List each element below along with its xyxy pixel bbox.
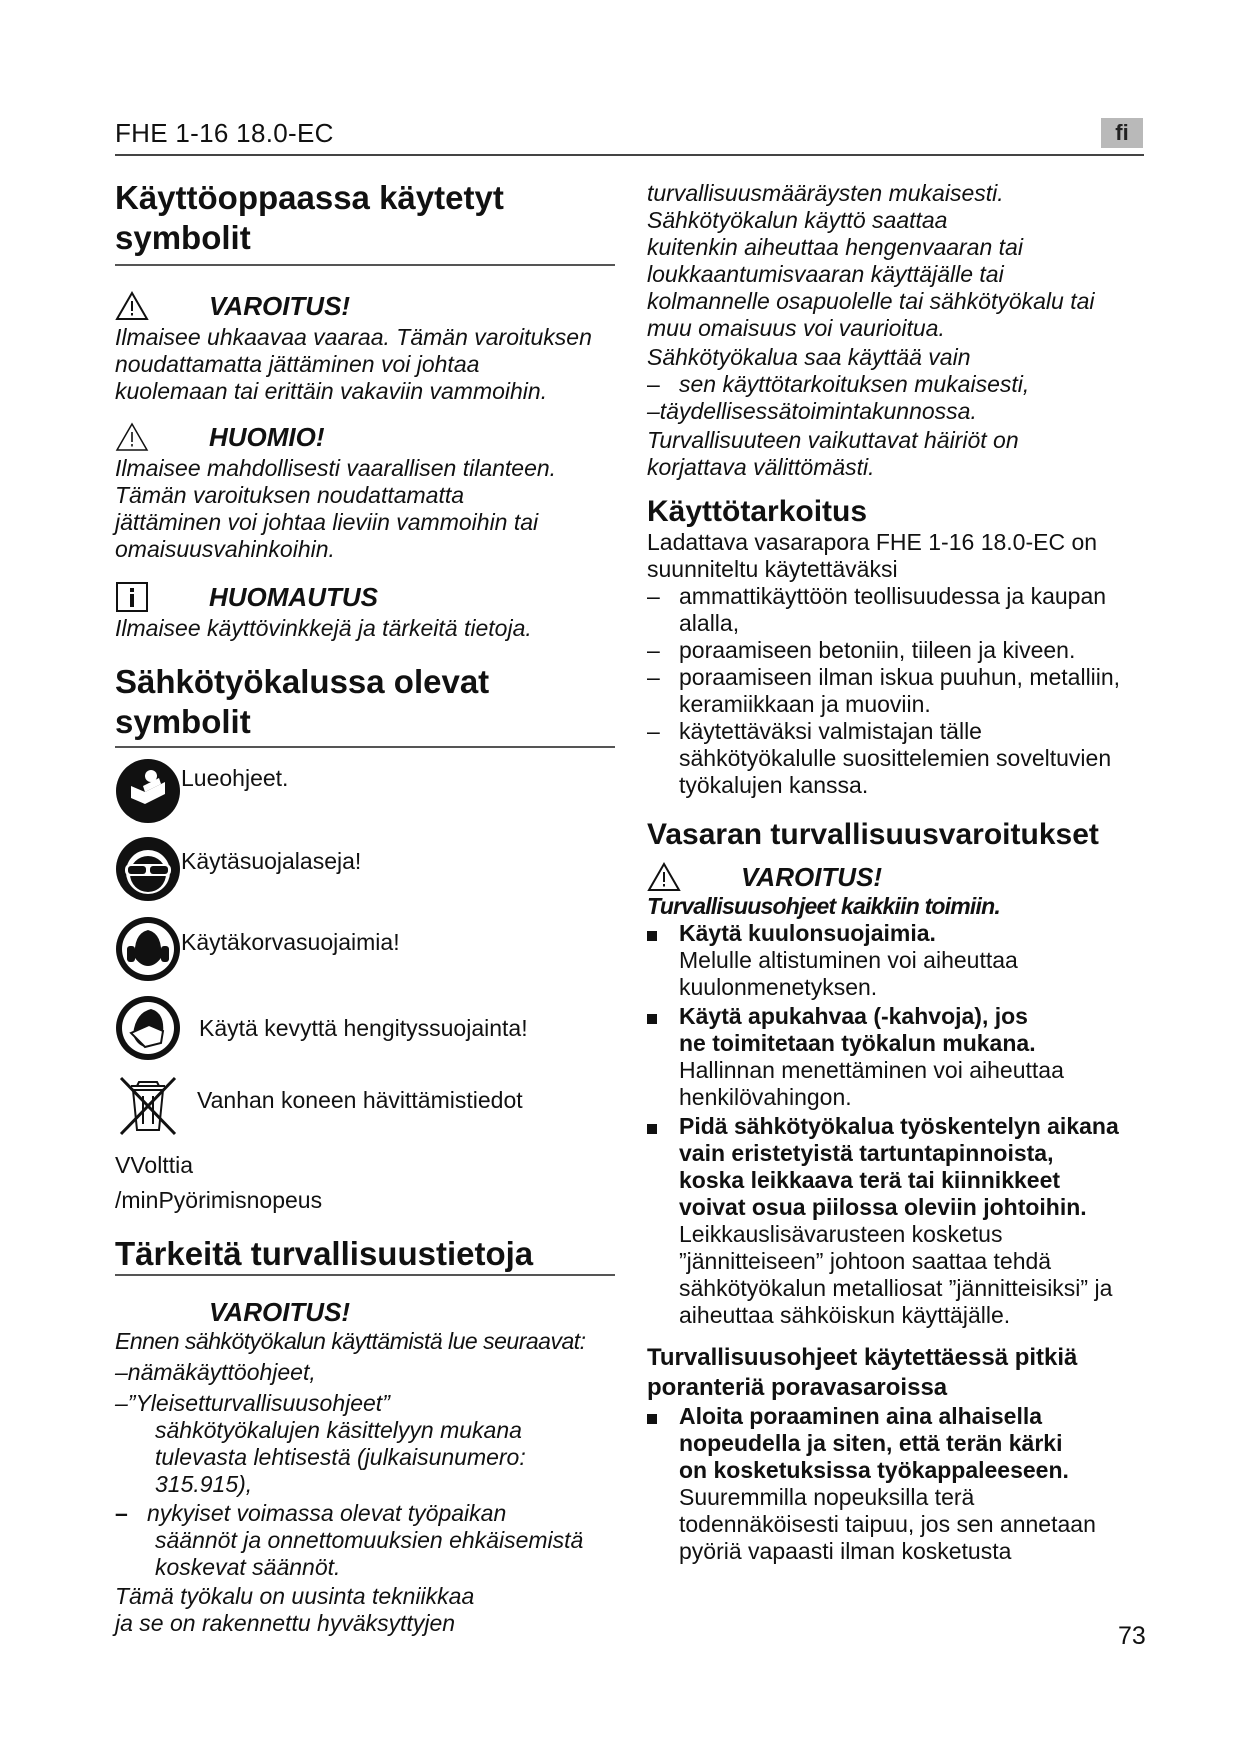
symbol-row xyxy=(115,756,615,826)
text-line: työkalujen kanssa. xyxy=(679,772,869,798)
purpose-intro xyxy=(647,529,1147,583)
symbol-row xyxy=(115,1068,615,1142)
text-line: säännöt ja onnettomuuksien ehkäisemistä xyxy=(155,1527,584,1553)
note-title: HUOMAUTUS xyxy=(209,581,378,612)
bullet-square xyxy=(647,1113,679,1329)
text-line: kuitenkin aiheuttaa hengenvaaran tai xyxy=(647,234,1023,260)
text-line: nykyiset voimassa olevat työpaikan xyxy=(147,1500,507,1526)
caution-triangle-icon xyxy=(115,422,149,452)
caution-text xyxy=(115,455,615,563)
symbol-label: Käytäkorvasuojaimia! xyxy=(181,928,400,955)
unit-rpm: /minPyörimisnopeus xyxy=(115,1187,323,1213)
symbol-row xyxy=(115,834,615,904)
bullet-square xyxy=(647,1403,679,1565)
dash: – xyxy=(647,583,660,609)
list-item-continuation xyxy=(115,1527,615,1581)
warning-heading xyxy=(115,288,615,324)
text-line: ”jännitteiseen” johtoon saattaa tehdä xyxy=(679,1248,1052,1274)
text-line: Suuremmilla nopeuksilla terä xyxy=(679,1484,975,1510)
text-line: muu omaisuus voi vaurioitua. xyxy=(647,315,945,341)
text-line: sähkötyökalun metalliosat ”jännitteisiksi” ja xyxy=(679,1275,1113,1301)
bullet-bold-line: Aloita poraaminen aina alhaisella xyxy=(679,1403,1043,1429)
list-item: –nämäkäyttöohjeet, xyxy=(115,1359,316,1385)
dash: – xyxy=(647,371,660,397)
dash: – xyxy=(115,1500,128,1526)
list-item xyxy=(115,1500,615,1527)
bullet-bold-line: on kosketuksissa työkappaleeseen. xyxy=(679,1457,1069,1483)
text-line: Turvallisuuteen vaikuttavat häiriöt on xyxy=(647,427,1019,453)
section-title-safety-info: Tärkeitä turvallisuustietoja xyxy=(115,1235,534,1272)
warning-title: VAROITUS! xyxy=(741,861,883,892)
list-item xyxy=(647,583,1147,637)
faults-text xyxy=(647,427,1147,481)
text-line: tulevasta lehtisestä (julkaisunumero: xyxy=(155,1444,526,1470)
continued-text xyxy=(647,180,1147,371)
text-line: kuolemaan tai erittäin vakaviin vammoihin. xyxy=(115,378,548,404)
text-line: sähkötyökalujen käsittelyyn mukana xyxy=(155,1417,522,1443)
symbol-row xyxy=(115,914,615,984)
bullet-bold-line: voivat osua piilossa oleviin johtoihin. xyxy=(679,1194,1087,1220)
list-item xyxy=(647,664,1147,718)
text-line: henkilövahingon. xyxy=(679,1084,852,1110)
text-line: noudattamatta jättäminen voi johtaa xyxy=(115,351,480,377)
text-line: Sähkötyökalun käyttö saattaa xyxy=(647,207,948,233)
bullet-item xyxy=(647,920,1147,1001)
right-column xyxy=(647,180,1147,1565)
warning-triangle-icon xyxy=(647,862,681,892)
bullet-item xyxy=(647,1403,1147,1565)
text-line: keramiikkaan ja muoviin. xyxy=(679,691,931,717)
list-item-continuation xyxy=(115,1417,615,1498)
weee-disposal-icon xyxy=(115,1072,181,1138)
text-line: sen käyttötarkoituksen mukaisesti, xyxy=(679,371,1030,397)
warning-title: VAROITUS! xyxy=(209,1296,351,1327)
safety-intro: Ennen sähkötyökalun käyttämistä lue seuraavat: xyxy=(115,1328,586,1354)
use-list xyxy=(647,371,1147,425)
header-model: FHE 1-16 18.0-EC xyxy=(115,118,334,148)
left-column xyxy=(115,178,615,1637)
caution-title: HUOMIO! xyxy=(209,421,325,452)
section-rule xyxy=(115,746,615,748)
text-line: Melulle altistuminen voi aiheuttaa xyxy=(679,947,1018,973)
symbol-label: Käytä kevyttä hengityssuojainta! xyxy=(199,1014,528,1041)
bullet-bold-line: Käytä kuulonsuojaimia. xyxy=(679,920,936,946)
list-item xyxy=(647,371,1147,398)
info-icon xyxy=(115,581,149,613)
symbol-row xyxy=(115,992,615,1064)
text-line: kuulonmenetyksen. xyxy=(679,974,878,1000)
bullet-item xyxy=(647,1113,1147,1329)
warning-triangle-icon xyxy=(115,291,149,321)
warning-title: VAROITUS! xyxy=(209,290,351,321)
text-line: Ilmaisee käyttövinkkejä ja tärkeitä tietoja. xyxy=(115,615,532,641)
hammer-subtitle: Turvallisuusohjeet kaikkiin toimiin. xyxy=(647,893,1000,919)
note-text xyxy=(115,615,615,642)
text-line: jättäminen voi johtaa lieviin vammoihin tai xyxy=(115,509,539,535)
list-item xyxy=(647,718,1147,799)
text-line: turvallisuusmääräysten mukaisesti. xyxy=(647,180,1004,206)
text-line: suunniteltu käytettäväksi xyxy=(647,556,898,582)
text-line: aiheuttaa sähköiskun käyttäjälle. xyxy=(679,1302,1011,1328)
safety-goggles-icon xyxy=(115,836,181,902)
bullet-bold-line: Käytä apukahvaa (-kahvoja), jos xyxy=(679,1003,1028,1029)
language-badge: fi xyxy=(1101,118,1143,148)
section-title-hammer-safety: Vasaran turvallisuusvaroitukset xyxy=(647,818,1099,851)
text-line: poraamiseen betoniin, tiileen ja kiveen. xyxy=(679,637,1076,663)
text-line: korjattava välittömästi. xyxy=(647,454,875,480)
bullet-bold-line: Pidä sähkötyökalua työskentelyn aikana xyxy=(679,1113,1119,1139)
dash: – xyxy=(647,718,660,744)
section-title-tool-symbols: Sähkötyökalussa olevat symbolit xyxy=(115,663,490,740)
long-bits-title xyxy=(647,1343,1147,1403)
bullet-square xyxy=(647,920,679,1001)
text-line: 315.915), xyxy=(155,1471,253,1497)
bullet-item xyxy=(647,1003,1147,1111)
list-item xyxy=(647,398,1147,425)
unit-volt: VVolttia xyxy=(115,1152,193,1178)
section-rule xyxy=(115,264,615,266)
section-title-purpose: Käyttötarkoitus xyxy=(647,495,868,528)
respirator-icon xyxy=(115,995,181,1061)
list-item xyxy=(647,637,1147,664)
text-line: koskevat säännöt. xyxy=(155,1554,341,1580)
symbol-label: Vanhan koneen hävittämistiedot xyxy=(197,1086,523,1113)
text-line: poraamiseen ilman iskua puuhun, metalliin, xyxy=(679,664,1121,690)
page-number: 73 xyxy=(1118,1622,1146,1650)
text-line: Tämän varoituksen noudattamatta xyxy=(115,482,465,508)
bullet-bold-line: koska leikkaava terä tai kiinnikkeet xyxy=(679,1167,1061,1193)
caution-heading xyxy=(115,419,615,455)
dash: – xyxy=(647,664,660,690)
bullet-bold-line: ne toimitetaan työkalun mukana. xyxy=(679,1030,1036,1056)
closing-text xyxy=(115,1583,615,1637)
text-line: Leikkauslisävarusteen kosketus xyxy=(679,1221,1003,1247)
bullet-square xyxy=(647,1003,679,1111)
bullet-bold-line: nopeudella ja siten, että terän kärki xyxy=(679,1430,1063,1456)
section-title-symbols-used: Käyttöoppaassa käytetyt symbolit xyxy=(115,179,504,256)
text-line: alalla, xyxy=(679,610,740,636)
section-rule xyxy=(115,1274,615,1276)
text-line: ammattikäyttöön teollisuudessa ja kaupan xyxy=(679,583,1107,609)
text-line: käytettäväksi valmistajan tälle xyxy=(679,718,982,744)
symbol-label: Käytäsuojalaseja! xyxy=(181,847,362,874)
text-line: Ladattava vasarapora FHE 1-16 18.0-EC on xyxy=(647,529,1098,555)
warning-text xyxy=(115,324,615,405)
dash: – xyxy=(647,637,660,663)
text-line: poranteriä poravasaroissa xyxy=(647,1374,948,1401)
text-line: sähkötyökalulle suosittelemien soveltuvien xyxy=(679,745,1112,771)
hammer-warning-heading xyxy=(647,861,1147,893)
text-line: loukkaantumisvaaran käyttäjälle tai xyxy=(647,261,1004,287)
list-item: –”Yleisetturvallisuusohjeet” xyxy=(115,1390,390,1416)
text-line: Hallinnan menettäminen voi aiheuttaa xyxy=(679,1057,1064,1083)
ear-protection-icon xyxy=(115,916,181,982)
symbol-label: Lueohjeet. xyxy=(181,764,289,791)
safety-warning-heading xyxy=(115,1296,615,1328)
text-line: todennäköisesti taipuu, jos sen annetaan xyxy=(679,1511,1096,1537)
bullet-bold-line: vain eristetyistä tartuntapinnoista, xyxy=(679,1140,1054,1166)
text-line: kolmannelle osapuolelle tai sähkötyökalu tai xyxy=(647,288,1095,314)
text-line: Ilmaisee mahdollisesti vaarallisen tilanteen. xyxy=(115,455,557,481)
header-rule xyxy=(115,154,1144,156)
note-heading xyxy=(115,579,615,615)
text-line: ja se on rakennettu hyväksyttyjen xyxy=(115,1610,456,1636)
text-line: Ilmaisee uhkaavaa vaaraa. Tämän varoituksen xyxy=(115,324,592,350)
text-line: omaisuusvahinkoihin. xyxy=(115,536,335,562)
text-line: –täydellisessätoimintakunnossa. xyxy=(647,398,977,424)
read-manual-icon xyxy=(115,758,181,824)
text-line: Tämä työkalu on uusinta tekniikkaa xyxy=(115,1583,475,1609)
text-line: Turvallisuusohjeet käytettäessä pitkiä xyxy=(647,1344,1078,1371)
text-line: pyöriä vapaasti ilman kosketusta xyxy=(679,1538,1012,1564)
text-line: Sähkötyökalua saa käyttää vain xyxy=(647,344,971,370)
